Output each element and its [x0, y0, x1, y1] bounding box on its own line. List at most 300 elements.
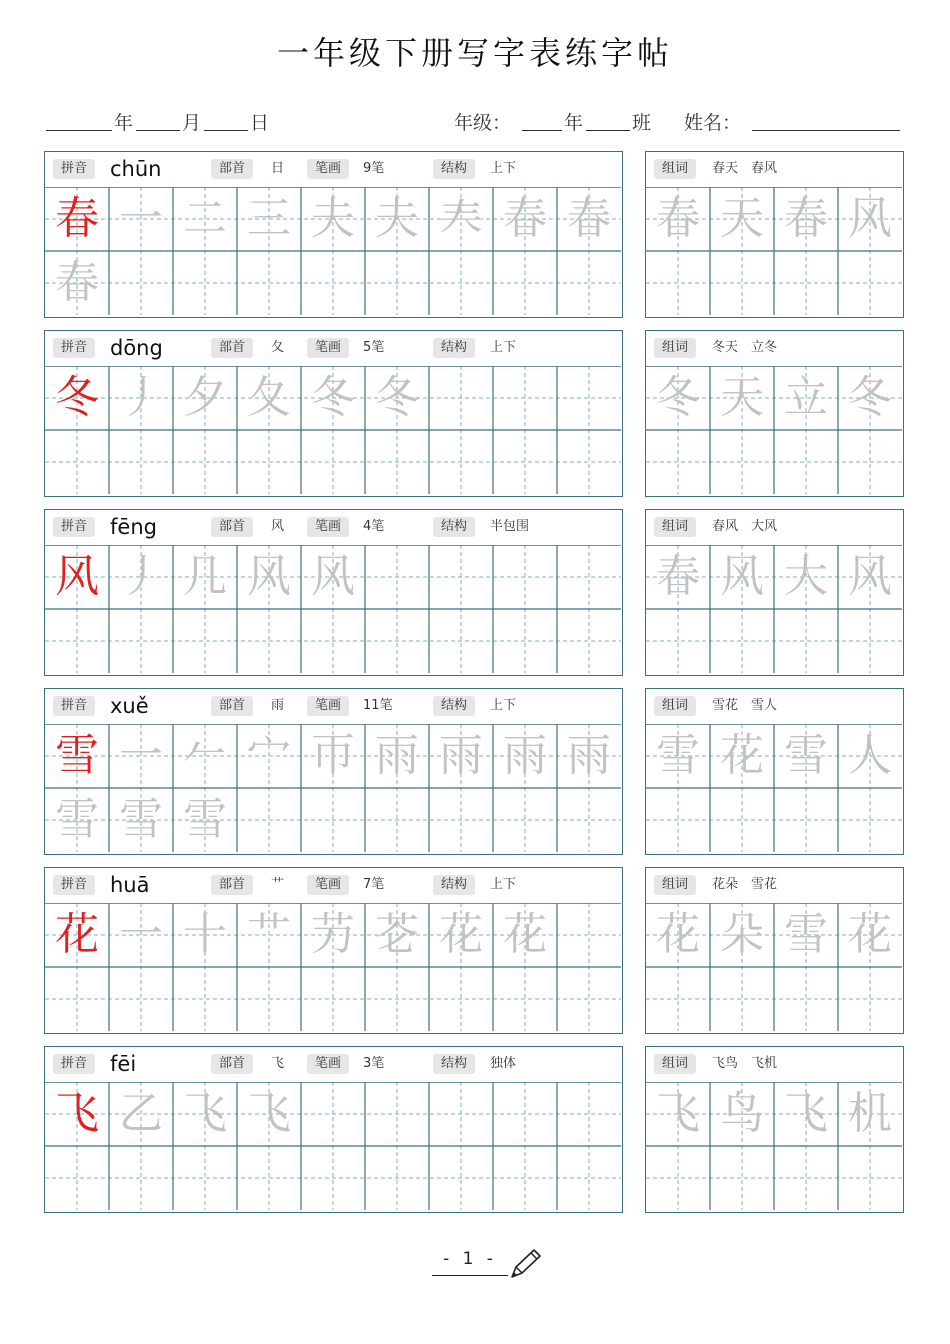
radical-value: 艹: [271, 877, 285, 892]
word-char-cell[interactable]: [774, 903, 838, 967]
stroke-step-cell[interactable]: [365, 366, 429, 430]
char-practice-block: [44, 330, 623, 497]
trace-char: 𠂉: [183, 730, 227, 781]
word-char-cell[interactable]: [710, 366, 774, 430]
stroke-step-cell[interactable]: [557, 187, 621, 251]
word-practice-cell[interactable]: [838, 609, 902, 673]
trace-char: 丿: [119, 551, 163, 602]
word-practice-block: [645, 1046, 904, 1213]
strokes-value: 9笔: [363, 161, 385, 176]
stroke-step-cell[interactable]: [365, 903, 429, 967]
stroke-step-cell[interactable]: [237, 903, 301, 967]
stroke-step-cell[interactable]: [173, 187, 237, 251]
trace-char: 风: [247, 551, 291, 602]
practice-cell[interactable]: [173, 430, 237, 494]
word-char-cell[interactable]: [838, 724, 902, 788]
trace-char: 一: [119, 193, 163, 244]
word-practice-cell[interactable]: [710, 609, 774, 673]
stroke-step-cell[interactable]: [109, 366, 173, 430]
practice-cell[interactable]: [301, 788, 365, 852]
trace-char: 夫: [375, 193, 419, 244]
model-char-cell[interactable]: [45, 724, 109, 788]
trace-char: 花: [720, 730, 764, 781]
strokes-tag: 笔画: [307, 1054, 349, 1074]
word-practice-block: [645, 688, 904, 855]
model-char-cell[interactable]: [45, 187, 109, 251]
stroke-step-cell[interactable]: [301, 366, 365, 430]
practice-cell[interactable]: [173, 1146, 237, 1210]
practice-cell[interactable]: [173, 967, 237, 1031]
structure-tag: 结构: [433, 696, 475, 716]
word-practice-cell[interactable]: [710, 1146, 774, 1210]
stroke-step-cell[interactable]: [493, 1082, 557, 1146]
practice-cell[interactable]: [109, 609, 173, 673]
word-char-cell[interactable]: [710, 903, 774, 967]
practice-cell[interactable]: [109, 788, 173, 852]
practice-cell[interactable]: [237, 788, 301, 852]
pinyin-value: chūn: [110, 157, 162, 181]
model-char: 雪: [55, 730, 99, 781]
stroke-step-cell[interactable]: [429, 1082, 493, 1146]
trace-char: 二: [183, 193, 227, 244]
trace-char: 夂: [247, 372, 291, 423]
stroke-step-cell[interactable]: [365, 1082, 429, 1146]
practice-cell[interactable]: [45, 430, 109, 494]
word-char-cell[interactable]: [646, 545, 710, 609]
practice-cell[interactable]: [429, 788, 493, 852]
word-char-cell[interactable]: [646, 903, 710, 967]
trace-char: 丿: [119, 372, 163, 423]
footer: [0, 1243, 950, 1283]
radical-value: 夂: [271, 340, 285, 355]
structure-value: 上下: [490, 161, 517, 176]
practice-cell[interactable]: [237, 251, 301, 315]
practice-cell[interactable]: [109, 251, 173, 315]
trace-char: 鸟: [720, 1088, 764, 1139]
word-char-cell[interactable]: [838, 366, 902, 430]
word-char-cell[interactable]: [646, 1082, 710, 1146]
practice-cell[interactable]: [365, 251, 429, 315]
trace-char: 飞: [656, 1088, 700, 1139]
words-header: [646, 331, 903, 366]
word-practice-cell[interactable]: [710, 788, 774, 852]
trace-char: 冬: [311, 372, 355, 423]
char-info-header: [45, 331, 622, 366]
page-number-underline: [432, 1275, 508, 1276]
stroke-step-cell[interactable]: [173, 366, 237, 430]
stroke-step-cell[interactable]: [301, 545, 365, 609]
trace-char: 艹: [247, 909, 291, 960]
char-info-header: [45, 1047, 622, 1082]
strokes-value: 4笔: [363, 519, 385, 534]
char-practice-block: [44, 867, 623, 1034]
word-practice-cell[interactable]: [646, 788, 710, 852]
grade-year-label: 年: [564, 112, 584, 134]
radical-tag: 部首: [211, 517, 253, 537]
trace-char: 风: [311, 551, 355, 602]
trace-char: 雨: [567, 730, 611, 781]
char-info-header: [45, 868, 622, 903]
practice-cell[interactable]: [365, 788, 429, 852]
practice-cell[interactable]: [429, 430, 493, 494]
trace-char: 芲: [375, 909, 419, 960]
words-header: [646, 1047, 903, 1082]
pinyin-tag: 拼音: [53, 696, 95, 716]
trace-char: 人: [848, 730, 892, 781]
practice-cell[interactable]: [237, 609, 301, 673]
words-header: [646, 152, 903, 187]
word-practice-block: [645, 330, 904, 497]
word-practice-cell[interactable]: [838, 788, 902, 852]
structure-value: 上下: [490, 698, 517, 713]
stroke-step-cell[interactable]: [557, 1082, 621, 1146]
grade-blank[interactable]: [522, 130, 562, 131]
words-header: [646, 510, 903, 545]
practice-cell[interactable]: [557, 251, 621, 315]
practice-cell[interactable]: [365, 430, 429, 494]
word-practice-cell[interactable]: [646, 430, 710, 494]
radical-value: 雨: [271, 698, 285, 713]
structure-value: 上下: [490, 877, 517, 892]
word-practice-cell[interactable]: [774, 251, 838, 315]
words-tag: 组词: [654, 1054, 696, 1074]
stroke-step-cell[interactable]: [557, 545, 621, 609]
stroke-step-cell[interactable]: [365, 545, 429, 609]
practice-cell[interactable]: [365, 967, 429, 1031]
word-char-cell[interactable]: [774, 545, 838, 609]
practice-cell[interactable]: [173, 251, 237, 315]
word-practice-cell[interactable]: [838, 967, 902, 1031]
practice-cell[interactable]: [45, 788, 109, 852]
trace-char: 冬: [848, 372, 892, 423]
trace-char: 春: [55, 257, 99, 308]
trace-char: 天: [720, 193, 764, 244]
model-char: 飞: [55, 1088, 99, 1139]
trace-char: 雪: [55, 794, 99, 845]
word-practice-cell[interactable]: [774, 1146, 838, 1210]
word-practice-cell[interactable]: [646, 251, 710, 315]
stroke-step-cell[interactable]: [493, 187, 557, 251]
word-practice-cell[interactable]: [646, 967, 710, 1031]
char-info-header: [45, 510, 622, 545]
trace-char: 飞: [784, 1088, 828, 1139]
word-char-cell[interactable]: [710, 187, 774, 251]
trace-char: 一: [119, 730, 163, 781]
stroke-step-cell[interactable]: [237, 366, 301, 430]
stroke-step-cell[interactable]: [237, 724, 301, 788]
trace-char: 机: [848, 1088, 892, 1139]
day-label: 日: [250, 112, 270, 134]
trace-char: 朵: [720, 909, 764, 960]
practice-cell[interactable]: [493, 1146, 557, 1210]
practice-cell[interactable]: [429, 967, 493, 1031]
pinyin-value: xuě: [110, 694, 149, 718]
name-label: 姓名：: [684, 112, 742, 134]
page-title: 一年级下册写字表练字帖: [276, 34, 673, 72]
structure-tag: 结构: [433, 1054, 475, 1074]
word-char-cell[interactable]: [774, 187, 838, 251]
words-value: 飞鸟 飞机: [712, 1056, 778, 1071]
trace-char: 夫: [311, 193, 355, 244]
strokes-tag: 笔画: [307, 159, 349, 179]
stroke-step-cell[interactable]: [301, 724, 365, 788]
stroke-step-cell[interactable]: [173, 1082, 237, 1146]
stroke-step-cell[interactable]: [365, 724, 429, 788]
practice-cell[interactable]: [429, 1146, 493, 1210]
radical-tag: 部首: [211, 875, 253, 895]
trace-char: 风: [848, 551, 892, 602]
words-tag: 组词: [654, 696, 696, 716]
model-char: 花: [55, 909, 99, 960]
trace-char: 𡗗: [439, 193, 483, 244]
stroke-step-cell[interactable]: [429, 903, 493, 967]
stroke-step-cell[interactable]: [493, 903, 557, 967]
word-practice-cell[interactable]: [838, 1146, 902, 1210]
practice-cell[interactable]: [45, 609, 109, 673]
practice-cell[interactable]: [557, 1146, 621, 1210]
word-practice-cell[interactable]: [838, 251, 902, 315]
practice-cell[interactable]: [237, 1146, 301, 1210]
strokes-tag: 笔画: [307, 696, 349, 716]
strokes-tag: 笔画: [307, 338, 349, 358]
stroke-step-cell[interactable]: [493, 724, 557, 788]
stroke-step-cell[interactable]: [557, 366, 621, 430]
radical-value: 飞: [271, 1056, 285, 1071]
stroke-step-cell[interactable]: [237, 545, 301, 609]
words-tag: 组词: [654, 159, 696, 179]
practice-cell[interactable]: [493, 967, 557, 1031]
model-char-cell[interactable]: [45, 545, 109, 609]
stroke-step-cell[interactable]: [429, 724, 493, 788]
practice-cell[interactable]: [109, 1146, 173, 1210]
day-blank[interactable]: [204, 130, 248, 131]
char-practice-block: [44, 151, 623, 318]
practice-cell[interactable]: [237, 430, 301, 494]
practice-cell[interactable]: [429, 609, 493, 673]
char-practice-block: [44, 509, 623, 676]
word-char-cell[interactable]: [838, 545, 902, 609]
word-char-cell[interactable]: [646, 724, 710, 788]
trace-char: 一: [119, 909, 163, 960]
practice-cell[interactable]: [173, 788, 237, 852]
structure-value: 独体: [490, 1056, 517, 1071]
year-label: 年: [114, 112, 134, 134]
pinyin-value: huā: [110, 873, 150, 897]
trace-char: 十: [183, 909, 227, 960]
practice-cell[interactable]: [557, 967, 621, 1031]
stroke-step-cell[interactable]: [237, 187, 301, 251]
pinyin-tag: 拼音: [53, 159, 95, 179]
page-number: - 1 -: [443, 1249, 497, 1269]
trace-char: 雨: [375, 730, 419, 781]
word-char-cell[interactable]: [710, 545, 774, 609]
trace-char: 春: [567, 193, 611, 244]
info-line: [44, 108, 904, 136]
trace-char: 冬: [375, 372, 419, 423]
pinyin-tag: 拼音: [53, 517, 95, 537]
pinyin-value: fēi: [110, 1052, 137, 1076]
word-practice-cell[interactable]: [646, 609, 710, 673]
practice-cell[interactable]: [173, 609, 237, 673]
words-header: [646, 689, 903, 724]
practice-cell[interactable]: [557, 430, 621, 494]
radical-tag: 部首: [211, 1054, 253, 1074]
word-char-cell[interactable]: [710, 1082, 774, 1146]
words-value: 雪花 雪人: [712, 698, 778, 713]
practice-cell[interactable]: [109, 967, 173, 1031]
strokes-value: 3笔: [363, 1056, 385, 1071]
stroke-step-cell[interactable]: [109, 187, 173, 251]
trace-char: 花: [439, 909, 483, 960]
trace-char: 宀: [247, 730, 291, 781]
radical-tag: 部首: [211, 696, 253, 716]
practice-cell[interactable]: [301, 251, 365, 315]
model-char-cell[interactable]: [45, 366, 109, 430]
stroke-step-cell[interactable]: [109, 1082, 173, 1146]
stroke-step-cell[interactable]: [301, 903, 365, 967]
month-blank[interactable]: [136, 130, 180, 131]
stroke-step-cell[interactable]: [173, 903, 237, 967]
stroke-step-cell[interactable]: [301, 1082, 365, 1146]
practice-cell[interactable]: [301, 430, 365, 494]
word-practice-cell[interactable]: [774, 430, 838, 494]
practice-cell[interactable]: [365, 609, 429, 673]
trace-char: 花: [848, 909, 892, 960]
strokes-value: 7笔: [363, 877, 385, 892]
stroke-step-cell[interactable]: [109, 903, 173, 967]
structure-tag: 结构: [433, 338, 475, 358]
trace-char: 花: [656, 909, 700, 960]
stroke-step-cell[interactable]: [173, 724, 237, 788]
trace-char: 雪: [183, 794, 227, 845]
stroke-step-cell[interactable]: [301, 187, 365, 251]
word-practice-cell[interactable]: [710, 251, 774, 315]
words-value: 春天 春风: [712, 161, 778, 176]
word-char-cell[interactable]: [774, 1082, 838, 1146]
trace-char: 飞: [247, 1088, 291, 1139]
practice-cell[interactable]: [493, 609, 557, 673]
word-practice-cell[interactable]: [710, 430, 774, 494]
trace-char: 乙: [119, 1088, 163, 1139]
word-practice-cell[interactable]: [774, 788, 838, 852]
pinyin-value: dōng: [110, 336, 163, 360]
practice-cell[interactable]: [493, 430, 557, 494]
radical-value: 日: [271, 161, 285, 176]
practice-cell[interactable]: [45, 967, 109, 1031]
stroke-step-cell[interactable]: [109, 545, 173, 609]
word-char-cell[interactable]: [838, 903, 902, 967]
practice-cell[interactable]: [365, 1146, 429, 1210]
word-practice-cell[interactable]: [710, 967, 774, 1031]
practice-cell[interactable]: [45, 1146, 109, 1210]
radical-value: 风: [271, 519, 285, 534]
stroke-step-cell[interactable]: [429, 187, 493, 251]
word-char-cell[interactable]: [710, 724, 774, 788]
practice-cell[interactable]: [301, 1146, 365, 1210]
pencil-icon: [508, 1247, 544, 1281]
trace-char: 飞: [183, 1088, 227, 1139]
trace-char: 三: [247, 193, 291, 244]
stroke-step-cell[interactable]: [493, 545, 557, 609]
trace-char: 春: [656, 193, 700, 244]
stroke-step-cell[interactable]: [173, 545, 237, 609]
word-practice-cell[interactable]: [646, 1146, 710, 1210]
stroke-step-cell[interactable]: [429, 545, 493, 609]
word-practice-cell[interactable]: [838, 430, 902, 494]
word-practice-block: [645, 151, 904, 318]
stroke-step-cell[interactable]: [109, 724, 173, 788]
word-char-cell[interactable]: [838, 187, 902, 251]
strokes-tag: 笔画: [307, 517, 349, 537]
practice-cell[interactable]: [557, 609, 621, 673]
trace-char: 帀: [311, 730, 355, 781]
practice-cell[interactable]: [493, 251, 557, 315]
trace-char: 春: [503, 193, 547, 244]
stroke-step-cell[interactable]: [493, 366, 557, 430]
month-label: 月: [182, 112, 202, 134]
year-blank[interactable]: [46, 130, 112, 131]
grade-label: 年级：: [454, 112, 512, 134]
practice-cell[interactable]: [493, 788, 557, 852]
trace-char: 风: [848, 193, 892, 244]
trace-char: 几: [183, 551, 227, 602]
model-char-cell[interactable]: [45, 1082, 109, 1146]
model-char: 冬: [55, 372, 99, 423]
word-practice-cell[interactable]: [774, 967, 838, 1031]
word-char-cell[interactable]: [838, 1082, 902, 1146]
model-char-cell[interactable]: [45, 903, 109, 967]
trace-char: 春: [784, 193, 828, 244]
structure-value: 半包围: [490, 519, 530, 534]
trace-char: 冬: [656, 372, 700, 423]
trace-char: 雪: [656, 730, 700, 781]
practice-cell[interactable]: [237, 967, 301, 1031]
class-blank[interactable]: [586, 130, 630, 131]
trace-char: 雨: [503, 730, 547, 781]
word-practice-block: [645, 509, 904, 676]
char-info-header: [45, 152, 622, 187]
structure-tag: 结构: [433, 875, 475, 895]
practice-cell[interactable]: [45, 251, 109, 315]
model-char: 春: [55, 193, 99, 244]
practice-cell[interactable]: [301, 609, 365, 673]
strokes-value: 5笔: [363, 340, 385, 355]
stroke-step-cell[interactable]: [557, 903, 621, 967]
word-char-cell[interactable]: [646, 187, 710, 251]
word-char-cell[interactable]: [774, 724, 838, 788]
stroke-step-cell[interactable]: [557, 724, 621, 788]
pinyin-tag: 拼音: [53, 338, 95, 358]
practice-cell[interactable]: [429, 251, 493, 315]
words-tag: 组词: [654, 875, 696, 895]
stroke-step-cell[interactable]: [365, 187, 429, 251]
word-char-cell[interactable]: [774, 366, 838, 430]
strokes-tag: 笔画: [307, 875, 349, 895]
trace-char: 雪: [784, 730, 828, 781]
practice-cell[interactable]: [301, 967, 365, 1031]
radical-tag: 部首: [211, 338, 253, 358]
word-char-cell[interactable]: [646, 366, 710, 430]
stroke-step-cell[interactable]: [429, 366, 493, 430]
char-practice-block: [44, 688, 623, 855]
practice-cell[interactable]: [557, 788, 621, 852]
stroke-step-cell[interactable]: [237, 1082, 301, 1146]
name-blank[interactable]: [752, 130, 900, 131]
practice-cell[interactable]: [109, 430, 173, 494]
structure-tag: 结构: [433, 159, 475, 179]
trace-char: 天: [720, 372, 764, 423]
word-practice-cell[interactable]: [774, 609, 838, 673]
